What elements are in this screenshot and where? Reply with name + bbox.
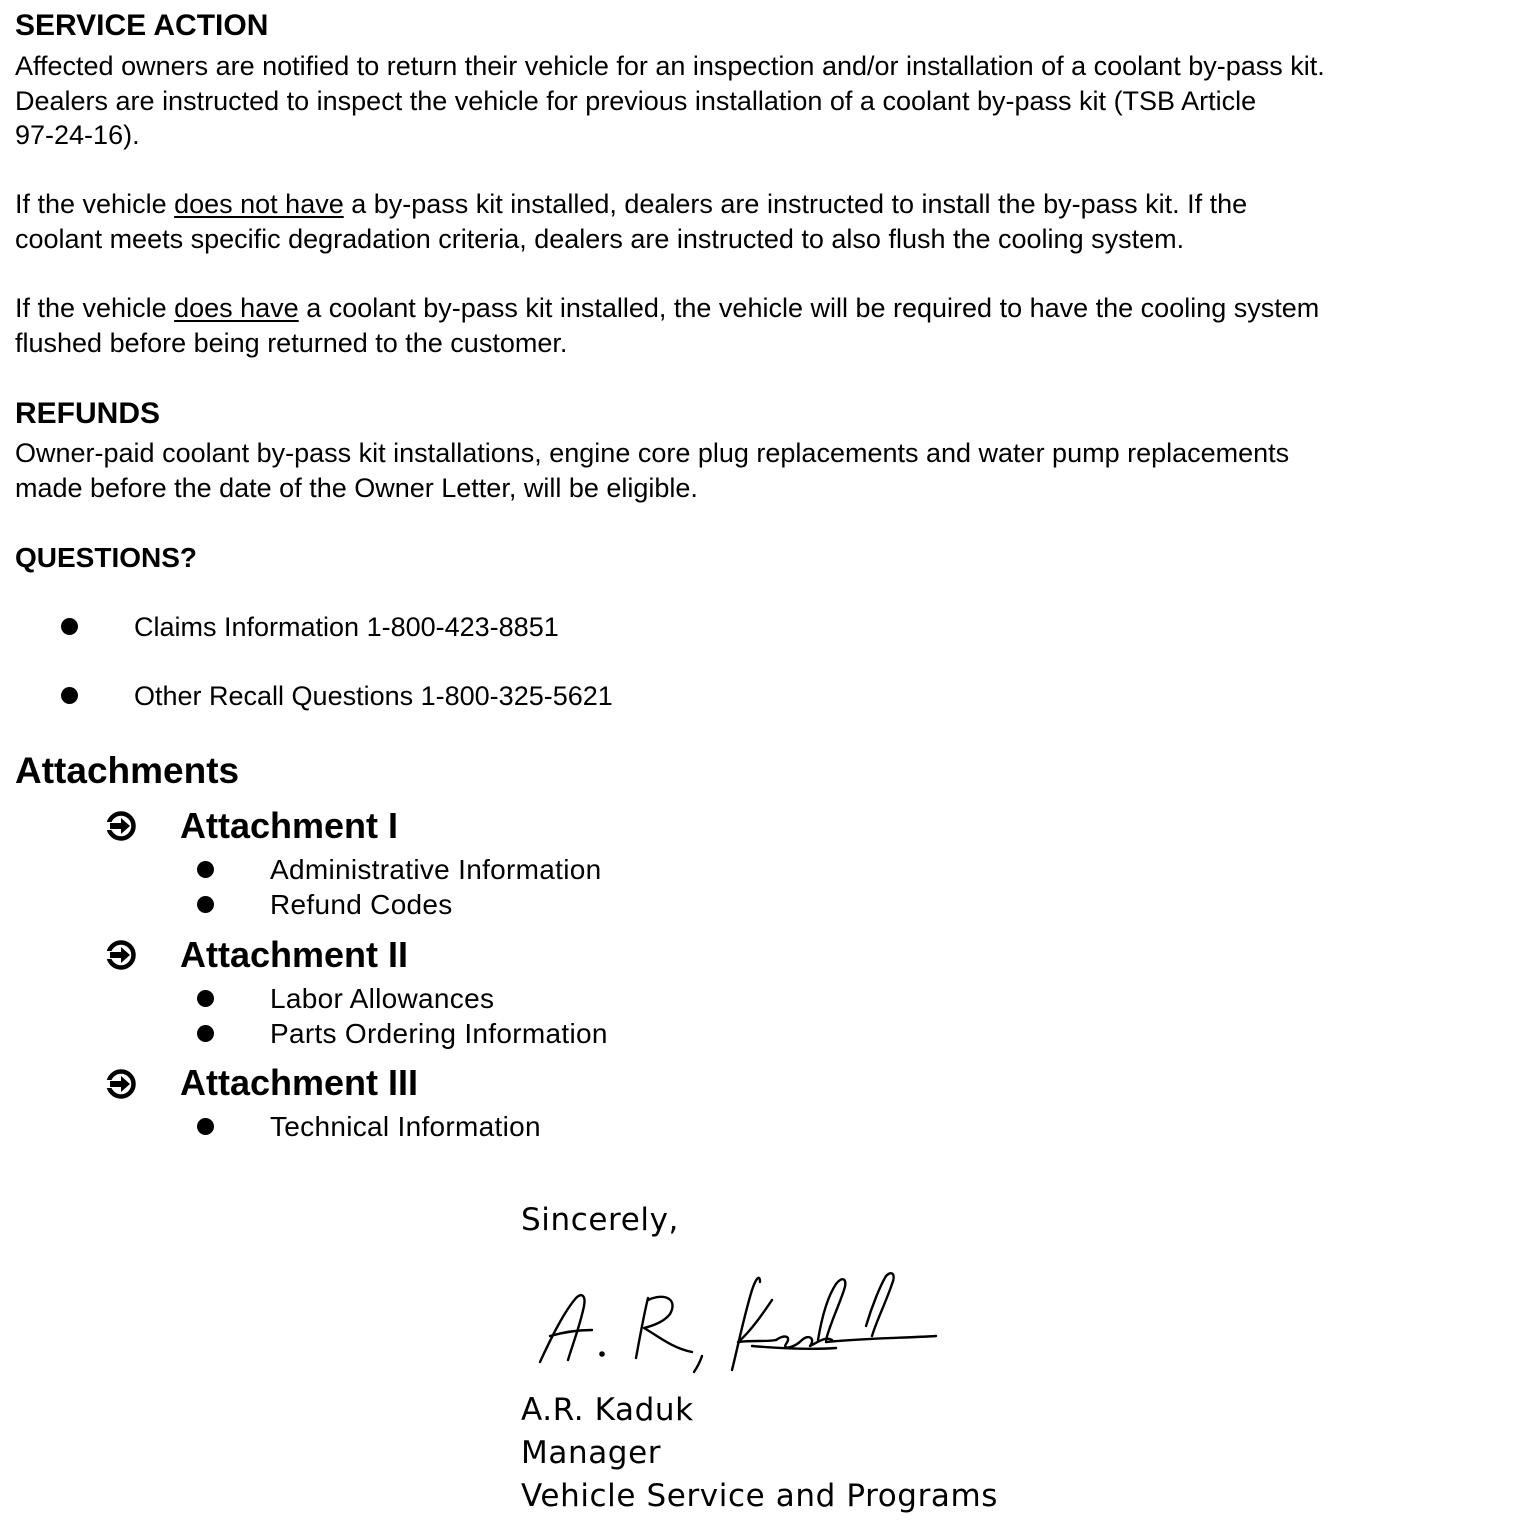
questions-item: Other Recall Questions 1-800-325-5621 bbox=[134, 681, 613, 711]
refunds-line1: Owner-paid coolant by-pass kit installations, engine core plug replacements and water pump replacements bbox=[15, 438, 1290, 468]
attachment-item: Technical Information bbox=[270, 1111, 541, 1142]
arrow-right-icon bbox=[106, 811, 136, 841]
service-action-heading: SERVICE ACTION bbox=[15, 9, 269, 42]
para3-pre: If the vehicle bbox=[15, 293, 175, 323]
bullet-icon bbox=[61, 618, 78, 635]
service-action-para3-line2: flushed before being returned to the customer. bbox=[15, 328, 568, 358]
bullet-icon bbox=[197, 1118, 214, 1135]
para2-underlined: does not have bbox=[174, 189, 344, 219]
questions-heading: QUESTIONS? bbox=[15, 542, 198, 573]
bullet-icon bbox=[197, 1025, 214, 1042]
signer-department: Vehicle Service and Programs bbox=[521, 1478, 999, 1514]
handwritten-signature bbox=[526, 1266, 946, 1378]
bullet-icon bbox=[197, 896, 214, 913]
para2-post: a by-pass kit installed, dealers are instructed to install the by-pass kit. If the bbox=[343, 189, 1248, 219]
attachment-heading: Attachment III bbox=[180, 1062, 419, 1103]
refunds-line2: made before the date of the Owner Letter, will be eligible. bbox=[15, 473, 698, 503]
para3-underlined: does have bbox=[174, 293, 299, 323]
signer-title: Manager bbox=[521, 1435, 662, 1471]
arrow-right-icon bbox=[106, 940, 136, 970]
para3-post: a coolant by-pass kit installed, the vehicle will be required to have the cooling system bbox=[298, 293, 1320, 323]
bullet-icon bbox=[197, 990, 214, 1007]
attachment-item: Administrative Information bbox=[270, 854, 602, 885]
attachment-item: Parts Ordering Information bbox=[270, 1018, 608, 1049]
bullet-icon bbox=[197, 861, 214, 878]
bullet-icon bbox=[61, 687, 78, 704]
attachment-heading: Attachment I bbox=[180, 805, 399, 846]
attachment-item: Refund Codes bbox=[270, 889, 453, 920]
service-action-para2-line2: coolant meets specific degradation criteria, dealers are instructed to also flush the cooling system. bbox=[15, 224, 1185, 254]
service-action-para1-line3: 97-24-16). bbox=[15, 120, 140, 150]
questions-item: Claims Information 1-800-423-8851 bbox=[134, 612, 559, 642]
refunds-heading: REFUNDS bbox=[15, 397, 161, 430]
attachments-title: Attachments bbox=[15, 750, 240, 791]
arrow-right-icon bbox=[106, 1069, 136, 1099]
service-action-para3-line1 bbox=[15, 291, 1319, 326]
signer-name: A.R. Kaduk bbox=[521, 1392, 694, 1428]
attachment-heading: Attachment II bbox=[180, 934, 409, 975]
service-action-para1-line2: Dealers are instructed to inspect the vehicle for previous installation of a coolant by-pass kit (TSB Article bbox=[15, 86, 1257, 116]
service-action-para1-line1: Affected owners are notified to return their vehicle for an inspection and/or installation of a coolant by-pass kit. bbox=[15, 51, 1325, 81]
attachment-item: Labor Allowances bbox=[270, 983, 495, 1014]
salutation: Sincerely, bbox=[521, 1202, 680, 1238]
service-action-para2-line1 bbox=[15, 187, 1247, 222]
para2-pre: If the vehicle bbox=[15, 189, 175, 219]
